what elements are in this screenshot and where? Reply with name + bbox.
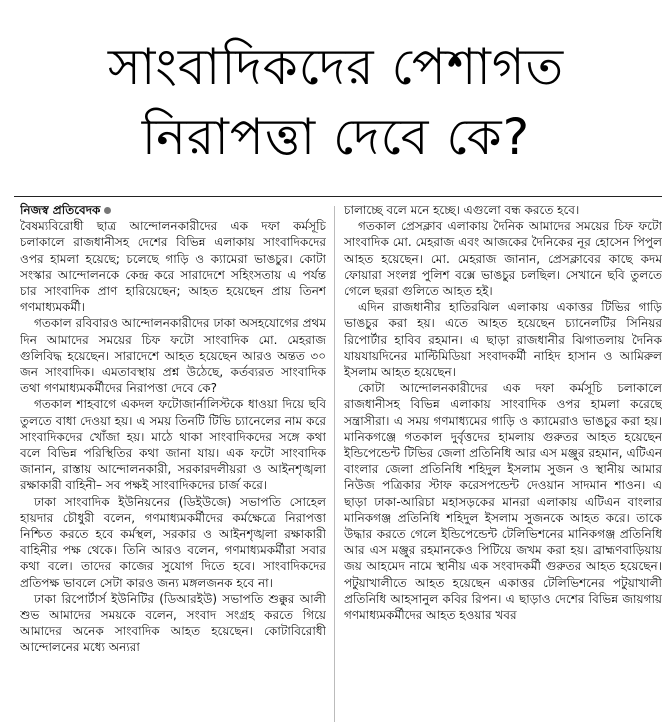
article-column-right	[344, 202, 662, 724]
headline	[0, 36, 672, 168]
headline-line-1: সাংবাদিকদের পেশাগত	[107, 38, 565, 96]
paragraph: এদিন রাজধানীর হাতিরঝিল এলাকায় একাত্তর টিভির গাড়ি ভাঙচুর করা হয়। এতে আহত হয়েছেন চ্যানেলটির সিনিয়র রিপোর্টার হাবিব রহমান। এ ছাড়া রাজধানীর ঝিগাতলায় দৈনিক যায়যায়দিনের মাল্টিমিডিয়া সংবাদকর্মী নাহিদ হাসান ও আমিরুল ইসলাম আহত হয়েছেন।	[344, 300, 662, 380]
column-divider	[334, 206, 335, 722]
bullet-icon	[104, 207, 111, 214]
paragraph: ঢাকা সাংবাদিক ইউনিয়নের (ডিইউজে) সভাপতি সোহেল হায়দার চৌধুরী বলেন, গণমাধ্যমকর্মীদের কর্মক্ষেত্রে নিরাপত্তা নিশ্চিত করতে হবে কর্মস্থল, সরকার ও আইনশৃঙ্খলা রক্ষাকারী বাহিনীর পক্ষ থেকে। তিনি আরও বলেন, গণমাধ্যমকর্মীরা সবার কথা বলে। তাদের কাজের সুযোগ দিতে হবে। সাংবাদিকদের প্রতিপক্ষ ভাবলে সেটা কারও জন্য মঙ্গলজনক হবে না।	[20, 494, 326, 590]
paragraph: গতকাল শাহবাগে একদল ফটোজার্নালিস্টকে ধাওয়া দিয়ে ছবি তুলতে বাধা দেওয়া হয়। এ সময় তিনটি টিভি চ্যানেলের নাম করে সাংবাদিকদের খোঁজা হয়। মাঠে থাকা সাংবাদিকদের সঙ্গে কথা বলে বিভিন্ন পরিস্থিতির কথা জানা যায়। এক ফটো সাংবাদিক জানান, রাস্তায় আন্দোলনকারী, সরকারদলীয়রা ও আইনশৃঙ্খলা রক্ষাকারী বাহিনী– সব পক্ষই সাংবাদিকদের চার্জ করে।	[20, 397, 326, 493]
paragraph: ঢাকা রিপোর্টার্স ইউনিটির (ডিআরইউ) সভাপতি শুক্কুর আলী শুভ আমাদের সময়কে বলেন, সংবাদ সংগ্রহ করতে গিয়ে আমাদের অনেক সাংবাদিক আহত হয়েছেন। কোটাবিরোধী আন্দোলনের মধ্যে অন্যরা	[20, 591, 326, 655]
headline-line-2: নিরাপত্তা দেবে কে?	[141, 108, 531, 166]
article-column-left	[20, 202, 326, 724]
byline-text: নিজস্ব প্রতিবেদক	[20, 203, 101, 217]
paragraph: গতকাল প্রেসক্লাব এলাকায় দৈনিক আমাদের সময়ের চিফ ফটো সাংবাদিক মো. মেহরাজ এবং আজকের দৈনিকের নূর হোসেন পিপুল আহত হয়েছেন। মো. মেহরাজ জানান, প্রেসক্লাবের কাছে কদম ফোয়ারা সংলগ্ন পুলিশ বক্সে ভাঙচুর চলছিল। সেখানে ছবি তুলতে গেলে ছররা গুলিতে আহত হই।	[344, 219, 662, 299]
byline	[20, 202, 326, 218]
paragraph: বৈষম্যবিরোধী ছাত্র আন্দোলনকারীদের এক দফা কর্মসূচি চলাকালে রাজধানীসহ দেশের বিভিন্ন এলাকায় সাংবাদিকদের ওপর হামলা হয়েছে; চলেছে গাড়ি ও ক্যামেরা ভাঙচুর। কোটা সংস্কার আন্দোলনকে কেন্দ্র করে সারাদেশে সহিংসতায় এ পর্যন্ত চার সাংবাদিক প্রাণ হারিয়েছেন; আহত হয়েছেন প্রায় তিনশ গণমাধ্যমকর্মী।	[20, 219, 326, 315]
paragraph: চালাচ্ছে বলে মনে হচ্ছে। এগুলো বন্ধ করতে হবে।	[344, 203, 580, 217]
headline-rule	[14, 196, 662, 197]
paragraph: গতকাল রবিবারও আন্দোলনকারীদের ঢাকা অসহযোগের প্রথম দিন আমাদের সময়ের চিফ ফটো সাংবাদিক মো. মেহরাজ গুলিবিদ্ধ হয়েছেন। সারাদেশে আহত হয়েছেন আরও অন্তত ৩০ জন সাংবাদিক। এমতাবস্থায় প্রশ্ন উঠেছে, কর্তব্যরত সাংবাদিক তথা গণমাধ্যমকর্মীদের নিরাপত্তা দেবে কে?	[20, 316, 326, 396]
paragraph: কোটা আন্দোলনকারীদের এক দফা কর্মসূচি চলাকালে রাজধানীসহ বিভিন্ন এলাকায় সাংবাদিক ওপর হামলা করেছে সন্ত্রাসীরা। এ সময় গণমাধ্যমের গাড়ি ও ক্যামেরাও ভাঙচুর করা হয়। মানিকগঞ্জে গতকাল দুর্বৃত্তদের হামলায় গুরুতর আহত হয়েছেন ইন্ডিপেন্ডেন্ট টিভির জেলা প্রতিনিধি আর এস মঞ্জুর রহমান, এটিএন বাংলার জেলা প্রতিনিধি শহিদুল ইসলাম সুজন ও স্থানীয় আমার নিউজ পত্রিকার স্টাফ করেসপন্ডেন্ট দেওয়ান সাদমান শাওন। এ ছাড়া ঢাকা-আরিচা মহাসড়কের মানরা এলাকায় এটিএন বাংলার মানিকগঞ্জ প্রতিনিধি শহিদুল ইসলাম সুজনকে আহত করে। তাকে উদ্ধার করতে গেলে ইন্ডিপেন্ডেন্ট টেলিভিশনের মানিকগঞ্জ প্রতিনিধি আর এস মঞ্জুর রহমানকেও পিটিয়ে জখম করা হয়। ব্রাহ্মণবাড়িয়ায় জয় আহমেদ নামে স্থানীয় এক সংবাদকর্মী গুরুতর আহত হয়েছেন। পটুয়াখালীতে আহত হয়েছেন একাত্তর টেলিভিশনের পটুয়াখালী প্রতিনিধি আহসানুল কবির রিপন। এ ছাড়াও দেশের বিভিন্ন জায়গায় গণমাধ্যমকর্মীদের আহত হওয়ার খবর	[344, 381, 662, 623]
